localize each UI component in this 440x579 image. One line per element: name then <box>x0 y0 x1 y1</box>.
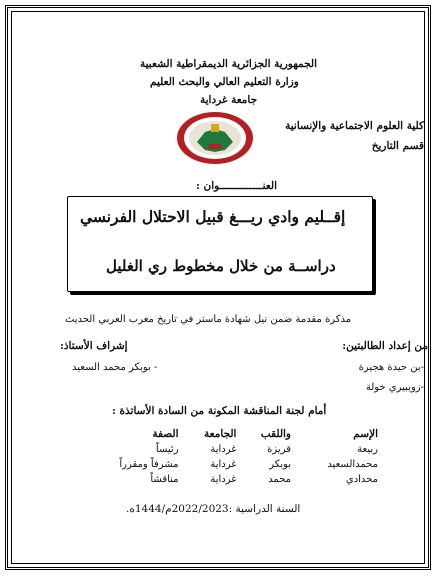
university-line: جامعة غرداية <box>200 94 258 106</box>
col-university: الجامعة <box>204 428 237 440</box>
jury-first-name: محمدالسعيد <box>327 459 378 470</box>
jury-table <box>80 426 380 487</box>
title-label: العنــــــــــــــوان : <box>196 180 278 192</box>
col-name: الإسم <box>353 428 378 440</box>
jury-role: رئيساً <box>155 444 179 455</box>
table-row <box>80 457 380 472</box>
table-row <box>80 472 380 487</box>
supervisor-heading: إشراف الأستاذ: <box>60 340 128 352</box>
jury-university: غرداية <box>210 444 237 455</box>
ministry-line: وزارة التعليم العالي والبحث العليم <box>150 76 299 88</box>
title-line-1: إقــليم وادي ريـــغ قبيل الاحتلال الفرنسي <box>80 207 346 226</box>
jury-first-name: ربيعة <box>357 444 378 455</box>
jury-role: مناقشاً <box>150 474 179 485</box>
jury-university: غرداية <box>210 459 237 470</box>
col-role: الصفة <box>152 428 179 440</box>
jury-surname: بوبكر <box>269 459 292 470</box>
title-box <box>67 196 373 292</box>
table-row <box>80 442 380 457</box>
faculty-name: كلية العلوم الاجتماعية والإنسانية <box>285 120 424 132</box>
jury-role: مشرفاً ومقرراً <box>119 459 179 470</box>
col-surname: واللقب <box>260 428 292 440</box>
memo-text: مذكرة مقدمة ضمن نيل شهادة ماستر في تاريخ مغرب العربي الحديث <box>65 314 352 325</box>
jury-heading: أمام لجنة المناقشة المكونة من السادة الأساتذة : <box>112 405 327 417</box>
student-name-2: -زويبيري خولة <box>365 382 424 393</box>
jury-university: غرداية <box>210 474 237 485</box>
department-name: قسم التاريخ <box>371 140 424 152</box>
academic-year: السنة الدراسية :2022/2023م/1444ه. <box>126 503 301 515</box>
student-name-1: -بن حيدة هجيرة <box>358 362 424 373</box>
students-heading: من إعداد الطالبتين: <box>342 340 428 352</box>
title-line-2: دراســة من خلال مخطوط ري الغليل <box>106 257 336 275</box>
jury-surname: محمد <box>268 474 292 485</box>
university-seal <box>175 110 255 166</box>
jury-header-row <box>80 426 380 442</box>
republic-line: الجمهورية الجزائرية الديمقراطية الشعبية <box>140 58 318 70</box>
jury-first-name: محدادي <box>345 474 378 485</box>
supervisor-name: - بوبكر محمد السعيد <box>72 362 158 373</box>
jury-surname: قريزة <box>267 444 292 455</box>
